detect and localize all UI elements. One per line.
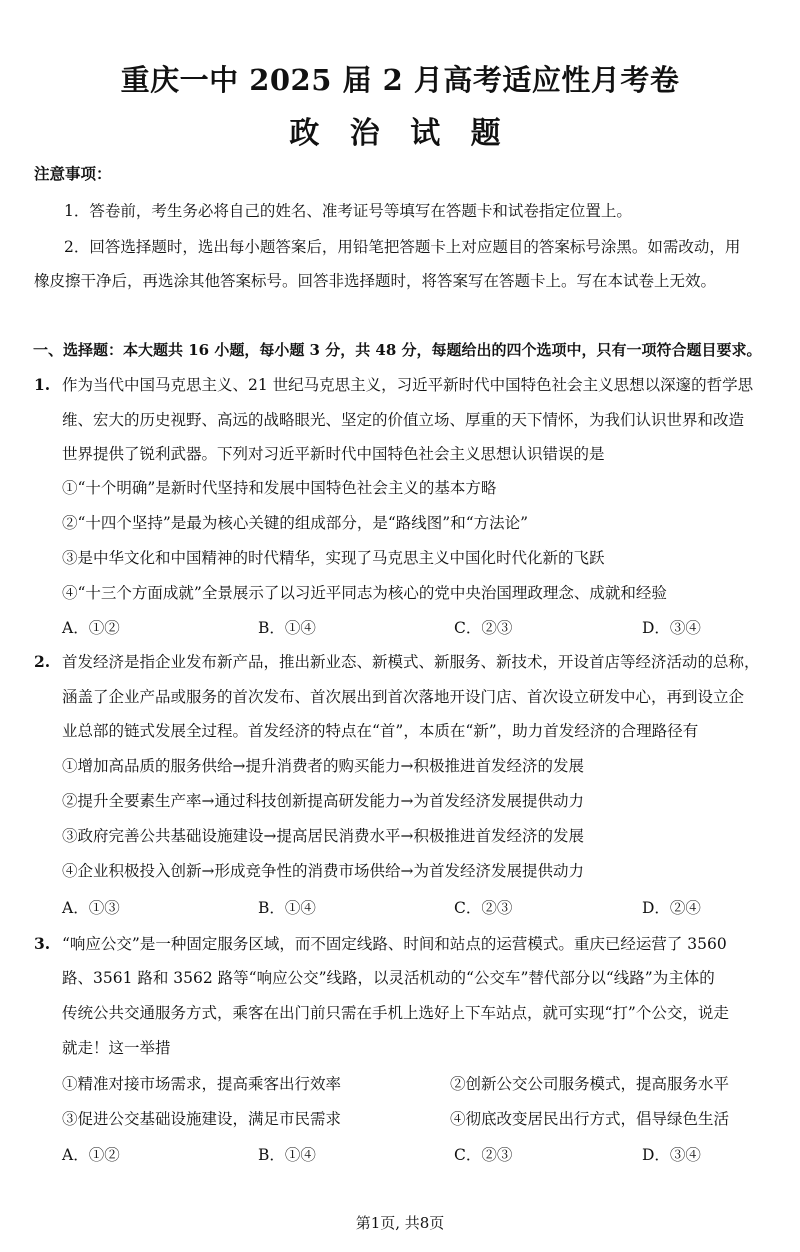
question-1-options xyxy=(62,618,762,638)
question-2-stem-line-1: 首发经济是指企业发布新产品，推出新业态、新模式、新服务、新技术，开设首店等经济活动的总称， xyxy=(62,653,760,671)
question-1-option-d[interactable]: D．③④ xyxy=(642,619,701,637)
question-1-number: 1. xyxy=(34,375,51,394)
question-3-statement-3: ③促进公交基础设施建设，满足市民需求 xyxy=(62,1110,342,1128)
question-1-option-c[interactable]: C．②③ xyxy=(454,619,513,637)
page-title: 重庆一中 2025 届 2 月高考适应性月考卷 xyxy=(120,63,680,97)
question-3-stem-line-4: 就走！这一举措 xyxy=(62,1039,171,1057)
question-3-option-d[interactable]: D．③④ xyxy=(642,1146,701,1164)
section-heading: 一、选择题：本大题共 16 小题，每小题 3 分，共 48 分，每题给出的四个选项中，只有一项符合题目要求。 xyxy=(33,341,762,359)
question-1-option-b[interactable]: B．①④ xyxy=(258,619,316,637)
question-1-stem-line-3: 世界提供了锐利武器。下列对习近平新时代中国特色社会主义思想认识错误的是 xyxy=(62,445,605,463)
question-3-statement-2: ②创新公交公司服务模式，提高服务水平 xyxy=(450,1075,730,1093)
question-3-statement-4: ④彻底改变居民出行方式，倡导绿色生活 xyxy=(450,1110,730,1128)
page-number: 第1页, 共8页 xyxy=(355,1214,445,1232)
question-3-number: 3. xyxy=(34,934,51,953)
question-1-statement-3: ③是中华文化和中国精神的时代精华，实现了马克思主义中国化时代化新的飞跃 xyxy=(62,549,605,567)
question-2-statement-2: ②提升全要素生产率→通过科技创新提高研发能力→为首发经济发展提供动力 xyxy=(62,792,584,810)
question-3-option-a[interactable]: A．①② xyxy=(62,1146,120,1164)
notice-heading: 注意事项： xyxy=(34,164,112,183)
question-3-statements-row-1 xyxy=(62,1074,762,1094)
question-1-stem-line-2: 维、宏大的历史视野、高远的战略眼光、坚定的价值立场、厚重的天下情怀，为我们认识世界和改造 xyxy=(62,411,745,429)
page-subtitle: 政 治 试 题 xyxy=(289,116,511,151)
notice-item-2-line-1: 2．回答选择题时，选出每小题答案后，用铅笔把答题卡上对应题目的答案标号涂黑。如需改动，用 xyxy=(64,238,741,256)
question-1-statement-2: ②“十四个坚持”是最为核心关键的组成部分，是“路线图”和“方法论” xyxy=(62,514,529,532)
question-3-stem-line-2: 路、3561 路和 3562 路等“响应公交”线路，以灵活机动的“公交车”替代部分以“线路”为主体的 xyxy=(62,969,715,987)
question-2-option-b[interactable]: B．①④ xyxy=(258,899,316,917)
question-3-option-b[interactable]: B．①④ xyxy=(258,1146,316,1164)
question-2-stem-line-2: 涵盖了企业产品或服务的首次发布、首次展出到首次落地开设门店、首次设立研发中心，再到设立企 xyxy=(62,688,745,706)
question-3-statement-1: ①精准对接市场需求，提高乘客出行效率 xyxy=(62,1075,342,1093)
question-3-stem-line-1: “响应公交”是一种固定服务区域，而不固定线路、时间和站点的运营模式。重庆已经运营了 3560 xyxy=(62,935,727,953)
question-3-stem-line-3: 传统公共交通服务方式，乘客在出门前只需在手机上选好上下车站点，就可实现“打”个公交，说走 xyxy=(62,1004,729,1022)
question-2-statement-1: ①增加高品质的服务供给→提升消费者的购买能力→积极推进首发经济的发展 xyxy=(62,757,584,775)
notice-item-2-line-2: 橡皮擦干净后，再选涂其他答案标号。回答非选择题时，将答案写在答题卡上。写在本试卷上无效。 xyxy=(34,272,717,290)
question-3-options xyxy=(62,1145,762,1165)
question-2-options xyxy=(62,898,762,918)
question-2-statement-3: ③政府完善公共基础设施建设→提高居民消费水平→积极推进首发经济的发展 xyxy=(62,827,584,845)
question-1-statement-1: ①“十个明确”是新时代坚持和发展中国特色社会主义的基本方略 xyxy=(62,479,497,497)
question-1-option-a[interactable]: A．①② xyxy=(62,619,120,637)
question-1-stem-line-1: 作为当代中国马克思主义、21 世纪马克思主义，习近平新时代中国特色社会主义思想以深邃的哲学思 xyxy=(62,376,754,394)
question-2-number: 2. xyxy=(34,652,51,671)
question-2-statement-4: ④企业积极投入创新→形成竞争性的消费市场供给→为首发经济发展提供动力 xyxy=(62,862,584,880)
notice-item-1: 1．答卷前，考生务必将自己的姓名、准考证号等填写在答题卡和试卷指定位置上。 xyxy=(64,202,632,220)
question-2-option-d[interactable]: D．②④ xyxy=(642,899,701,917)
question-3-statements-row-2 xyxy=(62,1109,762,1129)
question-2-option-a[interactable]: A．①③ xyxy=(62,899,120,917)
question-1-statement-4: ④“十三个方面成就”全景展示了以习近平同志为核心的党中央治国理政理念、成就和经验 xyxy=(62,584,667,602)
question-3-option-c[interactable]: C．②③ xyxy=(454,1146,513,1164)
question-2-stem-line-3: 业总部的链式发展全过程。首发经济的特点在“首”，本质在“新”，助力首发经济的合理路径有 xyxy=(62,722,699,740)
question-2-option-c[interactable]: C．②③ xyxy=(454,899,513,917)
